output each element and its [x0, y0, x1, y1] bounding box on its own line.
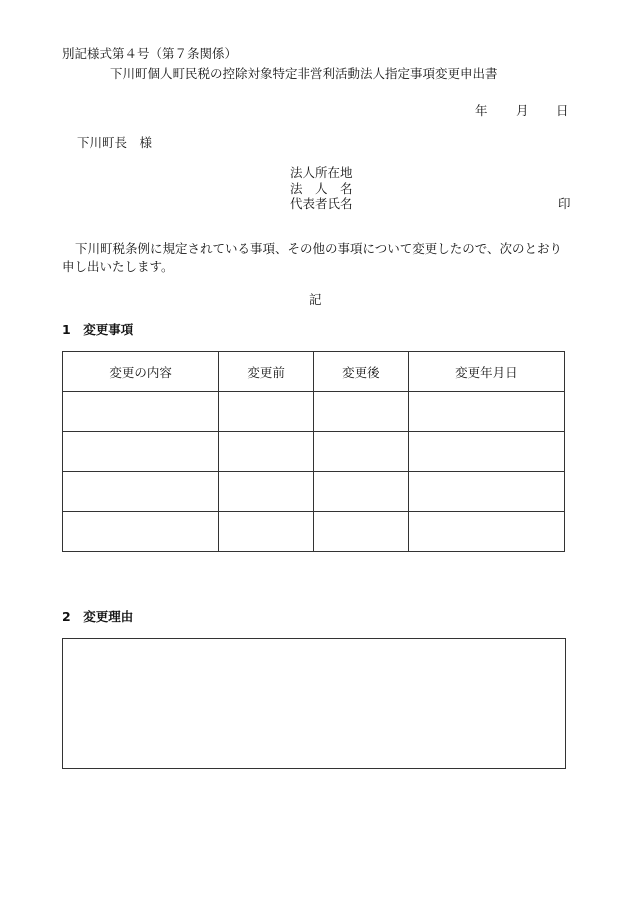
representative-row: [290, 196, 570, 212]
corporation-name-row: [290, 181, 570, 197]
date-line: [0, 101, 630, 119]
address-row: [290, 165, 570, 181]
body-paragraph: 下川町税条例に規定されている事項、その他の事項について変更したので、次のとおり申し出いたします。: [62, 241, 563, 274]
representative-label: 代表者氏名: [290, 196, 353, 211]
applicant-block: [290, 165, 570, 212]
table-cell[interactable]: [313, 432, 408, 472]
table-cell[interactable]: [219, 472, 314, 512]
table-row: [63, 432, 565, 472]
section-heading-changes: 1 変更事項: [62, 322, 134, 337]
column-header: 変更年月日: [408, 352, 564, 392]
month-label: 月: [516, 103, 529, 118]
table-row: [63, 392, 565, 432]
table-cell[interactable]: [63, 432, 219, 472]
table-cell[interactable]: [313, 512, 408, 552]
table-cell[interactable]: [408, 512, 564, 552]
column-header: 変更後: [313, 352, 408, 392]
table-cell[interactable]: [219, 392, 314, 432]
column-header: 変更前: [219, 352, 314, 392]
table-cell[interactable]: [63, 512, 219, 552]
table-cell[interactable]: [219, 432, 314, 472]
table-cell[interactable]: [63, 392, 219, 432]
table-cell[interactable]: [63, 472, 219, 512]
table-cell[interactable]: [219, 512, 314, 552]
table-row: [63, 512, 565, 552]
day-label: 日: [556, 103, 569, 118]
table-cell[interactable]: [408, 392, 564, 432]
seal-mark: 印: [558, 196, 571, 211]
changes-table: [62, 351, 565, 552]
table-row: [63, 472, 565, 512]
document-title: 下川町個人町民税の控除対象特定非営利活動法人指定事項変更申出書: [110, 66, 498, 81]
address-label: 法人所在地: [290, 165, 353, 180]
year-label: 年: [475, 103, 488, 118]
column-header: 変更の内容: [63, 352, 219, 392]
reason-box[interactable]: [62, 638, 566, 769]
addressee: 下川町長 様: [77, 135, 153, 150]
table-cell[interactable]: [408, 472, 564, 512]
section-heading-reason: 2 変更理由: [62, 609, 134, 624]
table-cell[interactable]: [408, 432, 564, 472]
table-cell[interactable]: [313, 392, 408, 432]
corporation-name-label: 法 人 名: [290, 180, 353, 196]
table-header-row: [63, 352, 565, 392]
table-cell[interactable]: [313, 472, 408, 512]
ki-marker: 記: [309, 292, 322, 307]
form-reference: 別記様式第４号（第７条関係）: [62, 46, 238, 61]
